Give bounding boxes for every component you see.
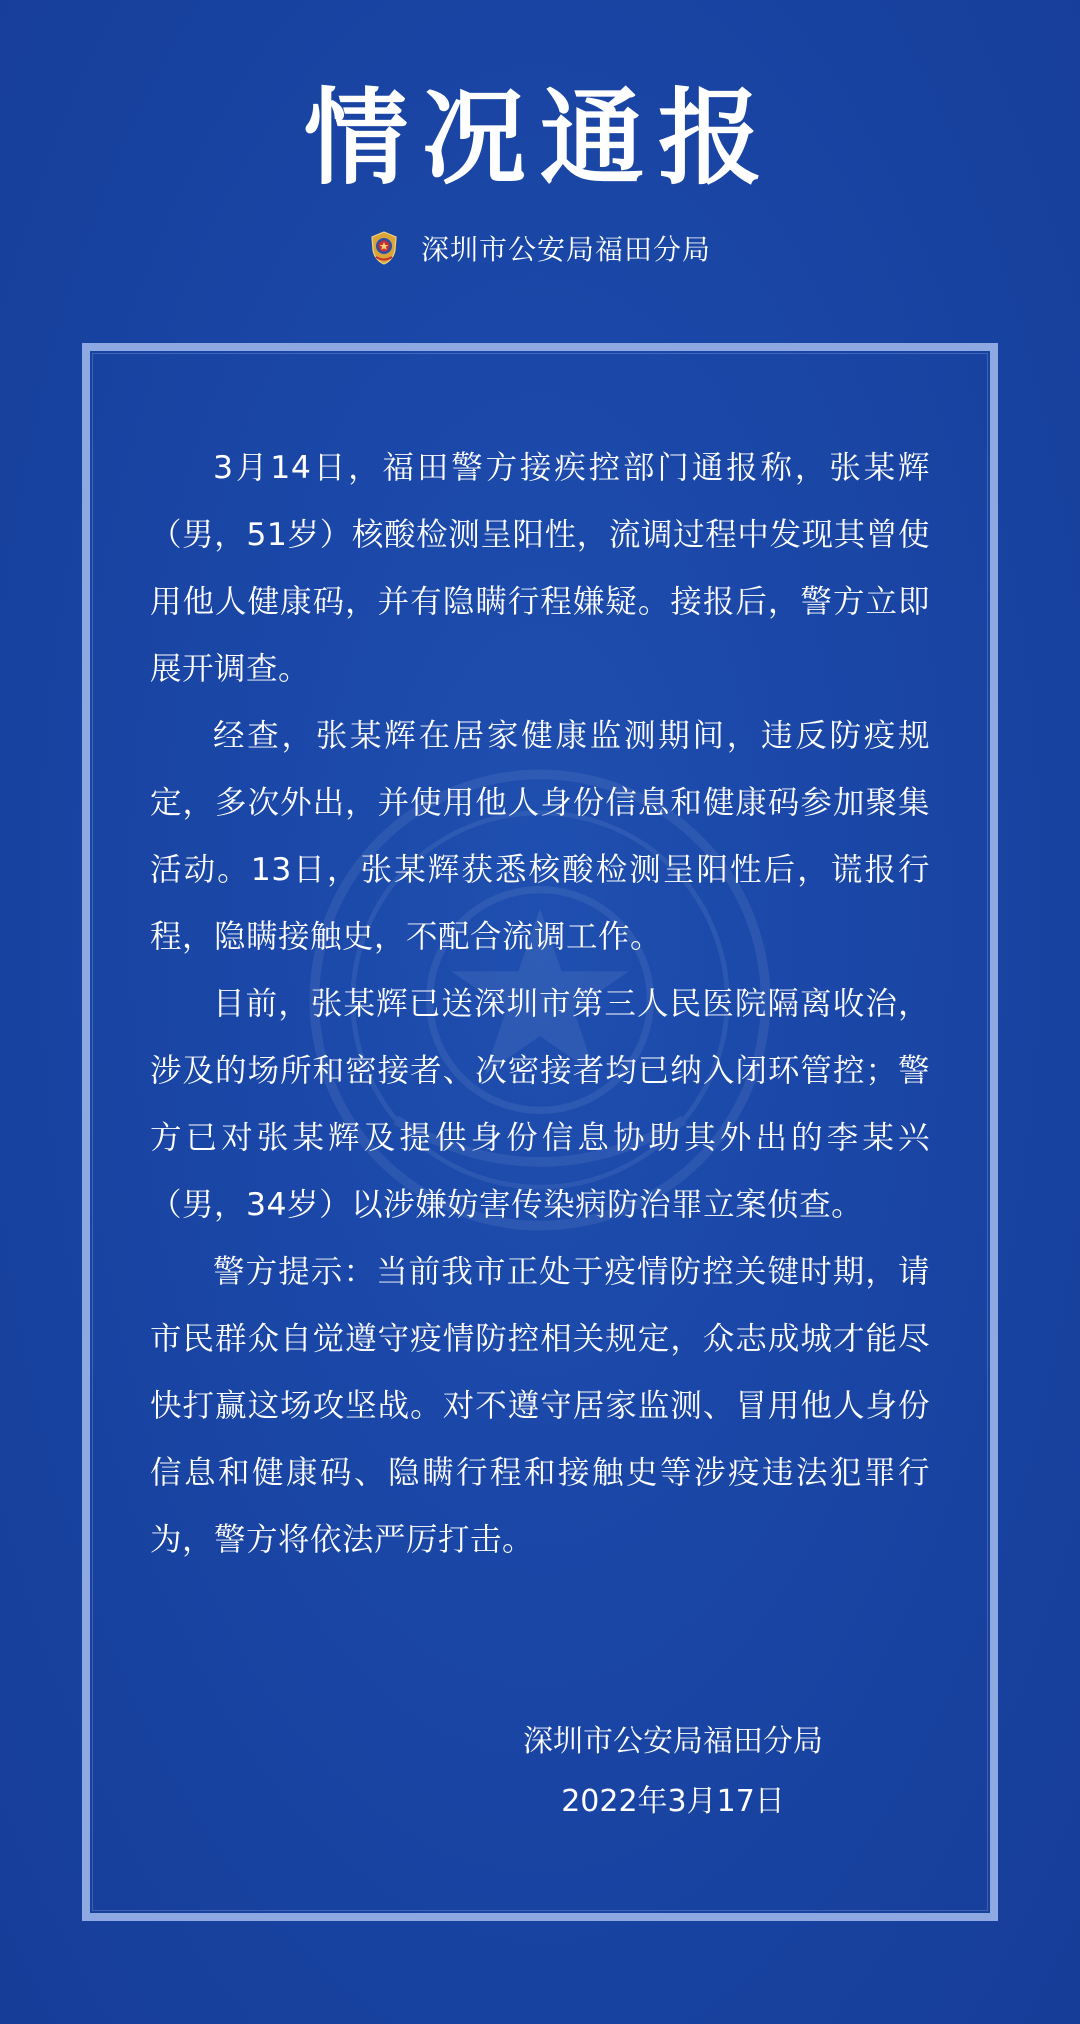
signature-organization: 深圳市公安局福田分局	[523, 1724, 823, 1759]
notice-body	[150, 435, 930, 1574]
paragraph-2: 经查，张某辉在居家健康监测期间，违反防疫规定，多次外出，并使用他人身份信息和健康码参加聚集活动。13日，张某辉获悉核酸检测呈阳性后，谎报行程，隐瞒接触史，不配合流调工作。	[150, 718, 930, 955]
signature-block	[498, 1712, 848, 1832]
paragraph-4: 警方提示：当前我市正处于疫情防控关键时期，请市民群众自觉遵守疫情防控相关规定，众志成城才能尽快打赢这场攻坚战。对不遵守居家监测、冒用他人身份信息和健康码、隐瞒行程和接触史等涉疫违法犯罪行为，警方将依法严厉打击。	[150, 1254, 930, 1558]
paragraph-1: 3月14日，福田警方接疾控部门通报称，张某辉（男，51岁）核酸检测呈阳性，流调过程中发现其曾使用他人健康码，并有隐瞒行程嫌疑。接报后，警方立即展开调查。	[150, 450, 930, 687]
source-line	[0, 226, 1080, 270]
page-title: 情况通报	[303, 76, 776, 199]
signature-date: 2022年3月17日	[561, 1784, 785, 1819]
paragraph-3: 目前，张某辉已送深圳市第三人民医院隔离收治，涉及的场所和密接者、次密接者均已纳入闭环管控；警方已对张某辉及提供身份信息协助其外出的李某兴（男，34岁）以涉嫌妨害传染病防治罪立案侦查。	[150, 986, 930, 1223]
source-organization: 深圳市公安局福田分局	[420, 233, 711, 266]
police-emblem-icon	[369, 231, 399, 265]
